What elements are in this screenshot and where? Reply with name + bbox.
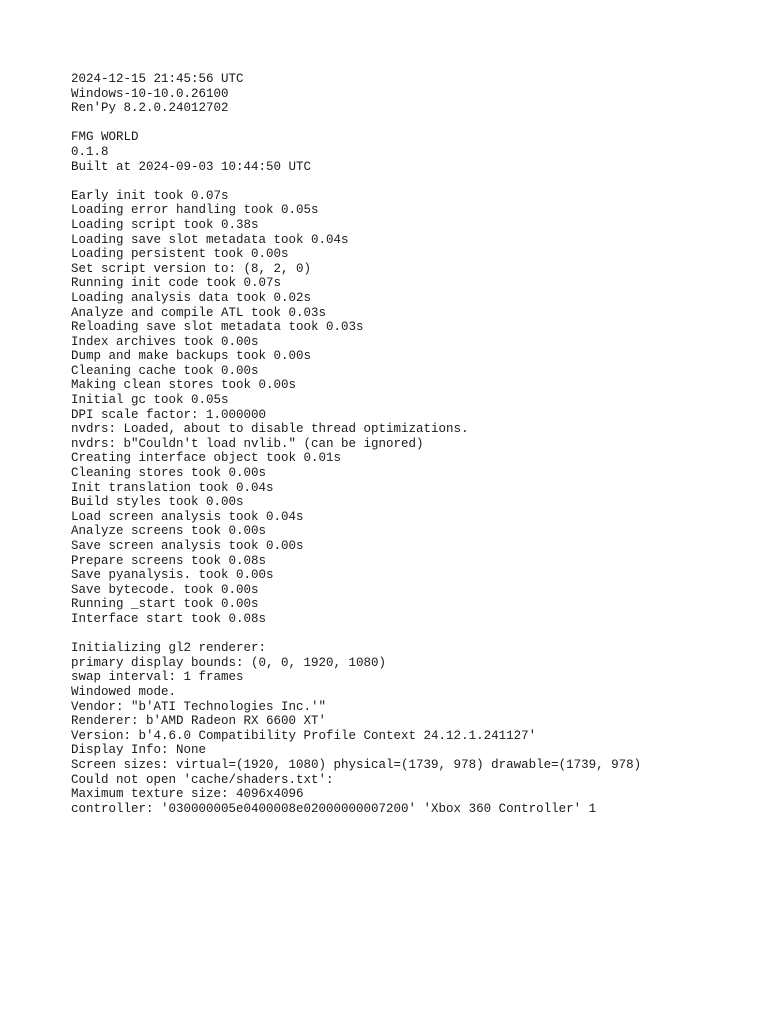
log-line: Loading analysis data took 0.02s bbox=[71, 290, 312, 305]
log-line: Analyze screens took 0.00s bbox=[71, 524, 267, 539]
log-line: Version: b'4.6.0 Compatibility Profile Context 24.12.1.241127' bbox=[71, 728, 537, 743]
log-line: Running _start took 0.00s bbox=[71, 597, 259, 612]
log-line-renpy-version: Ren'Py 8.2.0.24012702 bbox=[71, 101, 229, 116]
log-line: Cleaning stores took 0.00s bbox=[71, 466, 267, 481]
log-line: Load screen analysis took 0.04s bbox=[71, 509, 304, 524]
log-line-timestamp: 2024-12-15 21:45:56 UTC bbox=[71, 72, 244, 86]
log-line-build-date: Built at 2024-09-03 10:44:50 UTC bbox=[71, 159, 312, 174]
log-line: Save screen analysis took 0.00s bbox=[71, 539, 304, 553]
log-line: Index archives took 0.00s bbox=[71, 334, 259, 349]
log-line: Loading persistent took 0.00s bbox=[71, 247, 289, 262]
log-line: Reloading save slot metadata took 0.03s bbox=[71, 320, 364, 335]
log-line: Loading save slot metadata took 0.04s bbox=[71, 232, 349, 247]
log-line: nvdrs: b"Couldn't load nvlib." (can be ignored) bbox=[71, 436, 424, 451]
log-line: Save pyanalysis. took 0.00s bbox=[71, 568, 274, 583]
log-line: Making clean stores took 0.00s bbox=[71, 378, 297, 393]
log-block-startup-timings bbox=[71, 189, 751, 627]
log-line: Dump and make backups took 0.00s bbox=[71, 349, 312, 364]
log-line: Loading script took 0.38s bbox=[71, 217, 259, 232]
log-line: Init translation took 0.04s bbox=[71, 480, 274, 495]
log-line: Initializing gl2 renderer: bbox=[71, 641, 267, 656]
log-line: Display Info: None bbox=[71, 743, 207, 758]
log-document bbox=[71, 72, 751, 831]
log-block-renderer-info bbox=[71, 641, 751, 816]
log-line: Windowed mode. bbox=[71, 684, 177, 699]
log-line: Renderer: b'AMD Radeon RX 6600 XT' bbox=[71, 714, 327, 729]
log-block-game-info bbox=[71, 130, 751, 174]
log-block-environment bbox=[71, 72, 751, 116]
log-line: Set script version to: (8, 2, 0) bbox=[71, 261, 312, 276]
log-line: swap interval: 1 frames bbox=[71, 670, 244, 685]
log-line-game-version: 0.1.8 bbox=[71, 144, 109, 159]
log-line: Maximum texture size: 4096x4096 bbox=[71, 787, 304, 802]
log-line: primary display bounds: (0, 0, 1920, 1080) bbox=[71, 655, 387, 670]
log-line: Running init code took 0.07s bbox=[71, 276, 282, 291]
log-line: Initial gc took 0.05s bbox=[71, 393, 229, 408]
log-line: Creating interface object took 0.01s bbox=[71, 451, 342, 466]
log-line: Screen sizes: virtual=(1920, 1080) physical=(1739, 978) drawable=(1739, 978) bbox=[71, 757, 642, 772]
log-line-os: Windows-10-10.0.26100 bbox=[71, 86, 229, 101]
log-line: Prepare screens took 0.08s bbox=[71, 553, 267, 568]
log-line: Build styles took 0.00s bbox=[71, 495, 244, 510]
log-line: Could not open 'cache/shaders.txt': bbox=[71, 772, 334, 787]
log-line-game-name: FMG WORLD bbox=[71, 130, 139, 145]
log-line: Early init took 0.07s bbox=[71, 188, 229, 203]
log-line: controller: '030000005e0400008e02000000007200' 'Xbox 360 Controller' 1 bbox=[71, 801, 597, 816]
log-line: Interface start took 0.08s bbox=[71, 611, 267, 626]
log-line: Cleaning cache took 0.00s bbox=[71, 363, 259, 378]
log-line: Loading error handling took 0.05s bbox=[71, 203, 319, 218]
log-line: Save bytecode. took 0.00s bbox=[71, 582, 259, 597]
log-line: Vendor: "b'ATI Technologies Inc.'" bbox=[71, 699, 327, 714]
log-line: DPI scale factor: 1.000000 bbox=[71, 407, 267, 422]
log-line: nvdrs: Loaded, about to disable thread optimizations. bbox=[71, 422, 469, 437]
log-line: Analyze and compile ATL took 0.03s bbox=[71, 305, 327, 320]
